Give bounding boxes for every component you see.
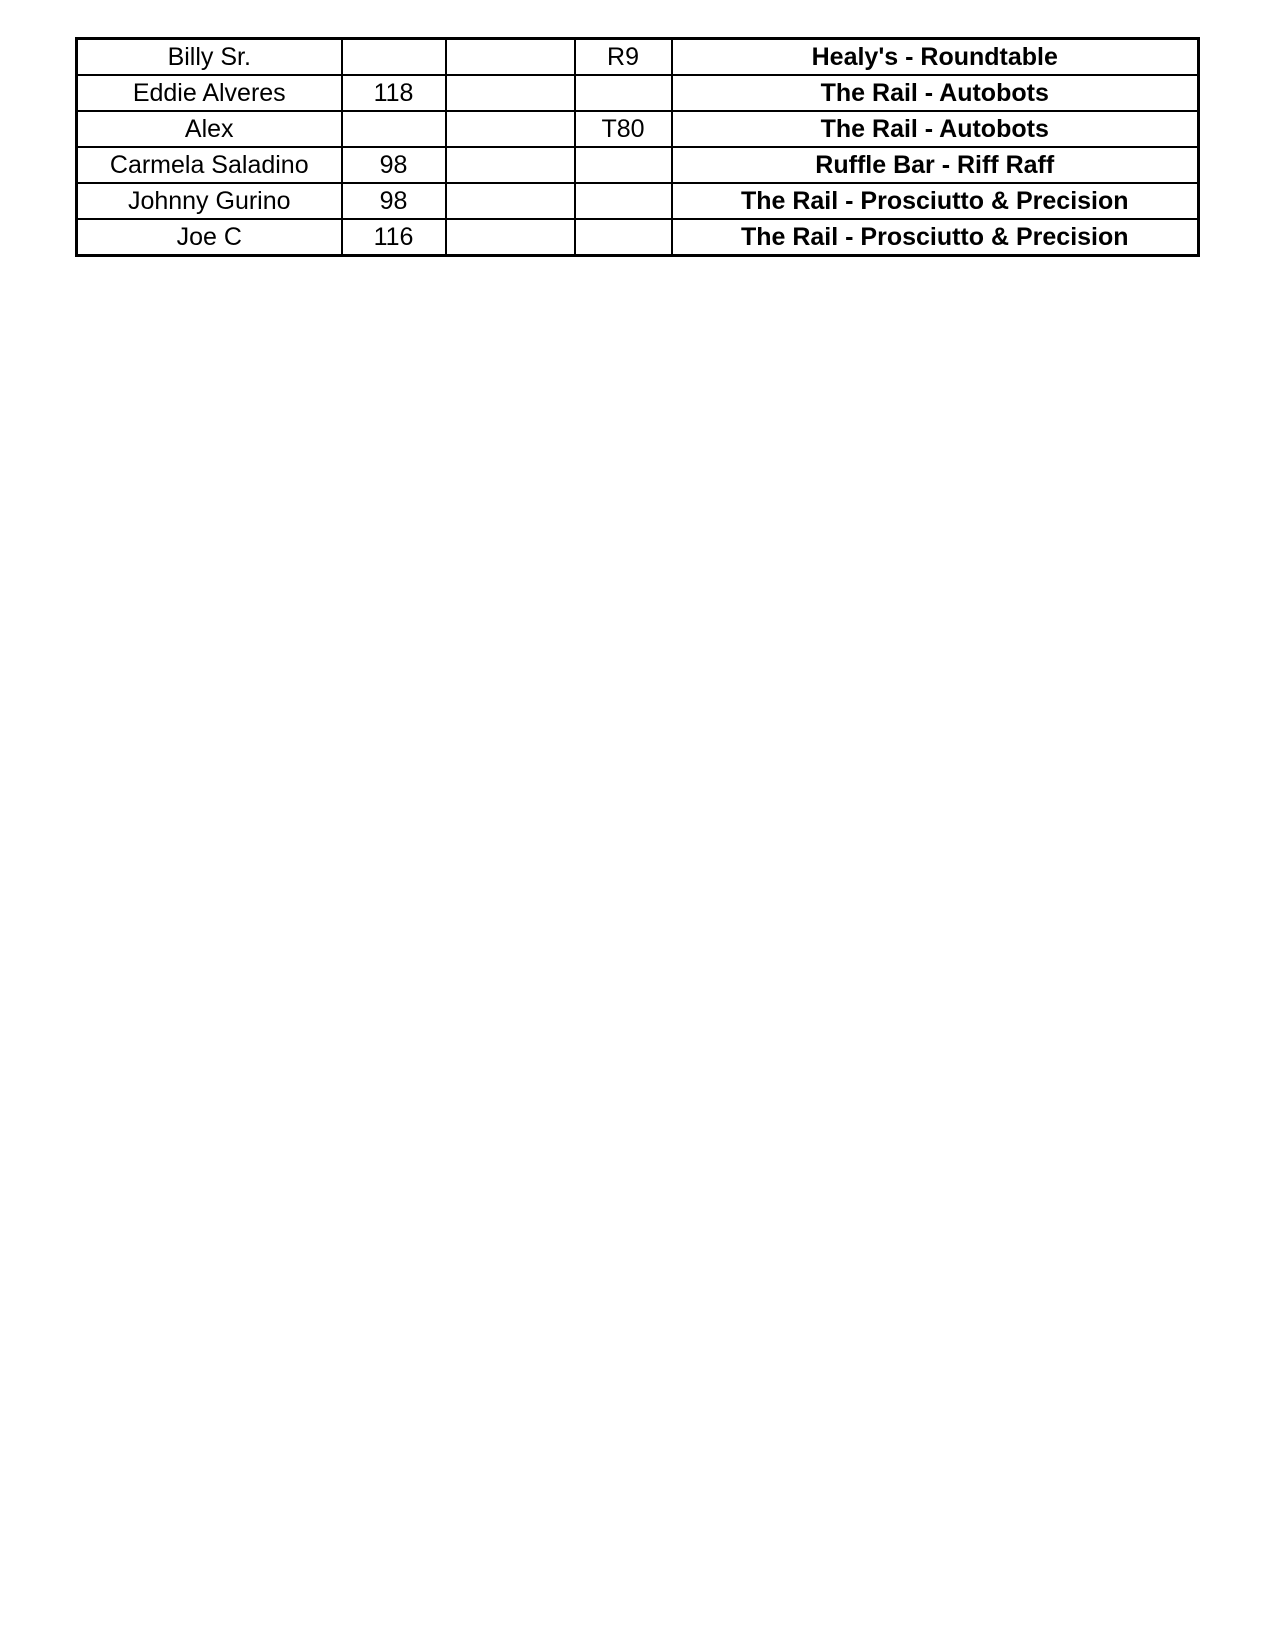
score-cell: 98 bbox=[342, 147, 446, 183]
score-cell: 118 bbox=[342, 75, 446, 111]
roster-table-body bbox=[77, 39, 1199, 256]
team-cell: The Rail - Prosciutto & Precision bbox=[672, 183, 1199, 219]
score-cell bbox=[342, 111, 446, 147]
player-name-cell: Eddie Alveres bbox=[77, 75, 342, 111]
team-cell: Healy's - Roundtable bbox=[672, 39, 1199, 76]
code-cell: R9 bbox=[575, 39, 672, 76]
empty-cell bbox=[446, 147, 575, 183]
table-row bbox=[77, 39, 1199, 76]
team-cell: The Rail - Autobots bbox=[672, 111, 1199, 147]
score-cell: 116 bbox=[342, 219, 446, 256]
player-name-cell: Carmela Saladino bbox=[77, 147, 342, 183]
empty-cell bbox=[446, 75, 575, 111]
empty-cell bbox=[446, 219, 575, 256]
code-cell bbox=[575, 75, 672, 111]
code-cell bbox=[575, 183, 672, 219]
table-row bbox=[77, 219, 1199, 256]
score-cell: 98 bbox=[342, 183, 446, 219]
roster-table bbox=[75, 37, 1200, 257]
team-cell: The Rail - Prosciutto & Precision bbox=[672, 219, 1199, 256]
score-cell bbox=[342, 39, 446, 76]
empty-cell bbox=[446, 183, 575, 219]
player-name-cell: Billy Sr. bbox=[77, 39, 342, 76]
team-cell: The Rail - Autobots bbox=[672, 75, 1199, 111]
code-cell bbox=[575, 147, 672, 183]
empty-cell bbox=[446, 111, 575, 147]
table-row bbox=[77, 75, 1199, 111]
team-cell: Ruffle Bar - Riff Raff bbox=[672, 147, 1199, 183]
table-row bbox=[77, 111, 1199, 147]
table-row bbox=[77, 147, 1199, 183]
player-name-cell: Joe C bbox=[77, 219, 342, 256]
empty-cell bbox=[446, 39, 575, 76]
player-name-cell: Alex bbox=[77, 111, 342, 147]
table-row bbox=[77, 183, 1199, 219]
code-cell bbox=[575, 219, 672, 256]
player-name-cell: Johnny Gurino bbox=[77, 183, 342, 219]
code-cell: T80 bbox=[575, 111, 672, 147]
